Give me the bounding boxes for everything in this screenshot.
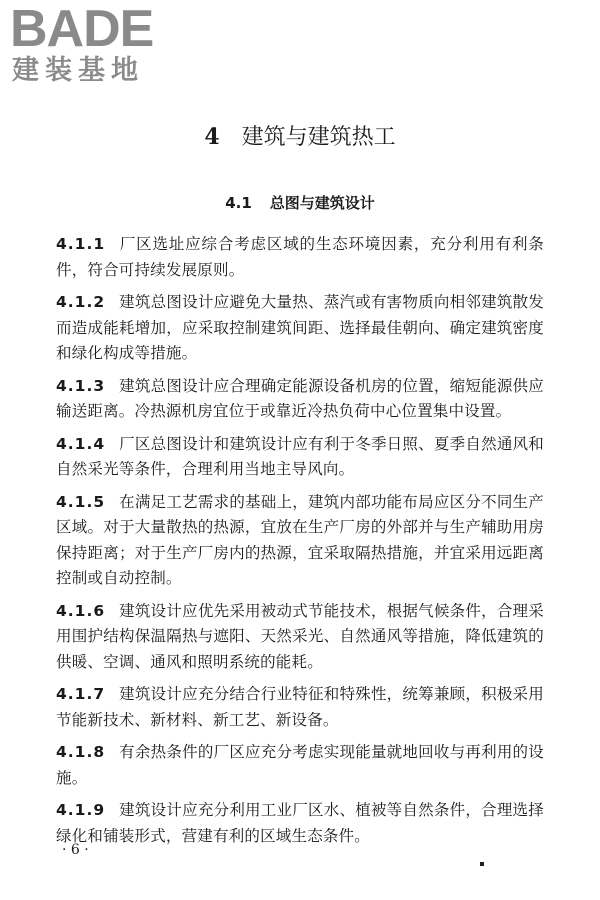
clause-number: 4.1.8 xyxy=(56,743,106,761)
clause-item xyxy=(56,682,544,733)
clause-item xyxy=(56,232,544,283)
chapter-title: 建筑与建筑热工 xyxy=(241,125,396,150)
clause-item xyxy=(56,374,544,425)
clause-item xyxy=(56,798,544,849)
clause-number: 4.1.4 xyxy=(56,434,106,453)
chapter-number: 4 xyxy=(204,124,220,150)
clause-text: 厂区总图设计和建筑设计应有利于冬季日照、夏季自然通风和自然采光等条件，合理利用当地主导风向。 xyxy=(56,434,544,478)
clause-number: 4.1.9 xyxy=(56,801,106,819)
clause-number: 4.1.7 xyxy=(56,685,106,703)
page-number: · 6 · xyxy=(62,842,89,858)
clause-text: 建筑总图设计应避免大量热、蒸汽或有害物质向相邻建筑散发而造成能耗增加，应采取控制建筑间距、选择最佳朝向、确定建筑密度和绿化构成等措施。 xyxy=(56,293,544,362)
section-heading xyxy=(0,193,600,213)
section-number: 4.1 xyxy=(225,194,252,212)
clause-text: 厂区选址应综合考虑区域的生态环境因素，充分利用有利条件，符合可持续发展原则。 xyxy=(56,235,544,279)
clause-list xyxy=(56,232,544,856)
clause-text: 建筑总图设计应合理确定能源设备机房的位置，缩短能源供应输送距离。冷热源机房宜位于或靠近冷热负荷中心位置集中设置。 xyxy=(56,376,544,420)
clause-number: 4.1.1 xyxy=(56,235,106,253)
clause-text: 建筑设计应充分结合行业特征和特殊性，统筹兼顾，积极采用节能新技术、新材料、新工艺、新设备。 xyxy=(56,685,544,729)
clause-text: 建筑设计应充分利用工业厂区水、植被等自然条件，合理选择绿化和铺装形式，营建有利的区域生态条件。 xyxy=(56,801,544,845)
chapter-heading xyxy=(0,122,600,153)
clause-text: 在满足工艺需求的基础上，建筑内部功能布局应区分不同生产区域。对于大量散热的热源，宜放在生产厂房的外部并与生产辅助用房保持距离；对于生产厂房内的热源，宜采取隔热措施，并宜采用远距离控制或自动控制。 xyxy=(56,492,544,587)
clause-text: 有余热条件的厂区应充分考虑实现能量就地回收与再利用的设施。 xyxy=(56,743,544,787)
clause-item xyxy=(56,290,544,367)
clause-item xyxy=(56,432,544,483)
clause-text: 建筑设计应优先采用被动式节能技术，根据气候条件，合理采用围护结构保温隔热与遮阳、天然采光、自然通风等措施，降低建筑的供暖、空调、通风和照明系统的能耗。 xyxy=(56,601,544,671)
clause-number: 4.1.6 xyxy=(56,601,106,620)
clause-number: 4.1.5 xyxy=(56,492,106,511)
clause-item xyxy=(56,599,544,676)
clause-number: 4.1.2 xyxy=(56,293,106,311)
clause-number: 4.1.3 xyxy=(56,376,106,395)
logo-wordmark: BADE xyxy=(10,0,154,58)
section-title: 总图与建筑设计 xyxy=(269,194,375,212)
logo-subtitle: 建装基地 xyxy=(12,55,144,86)
clause-item xyxy=(56,740,544,791)
site-logo xyxy=(10,2,180,86)
scan-dot xyxy=(480,862,484,866)
clause-item xyxy=(56,490,544,592)
